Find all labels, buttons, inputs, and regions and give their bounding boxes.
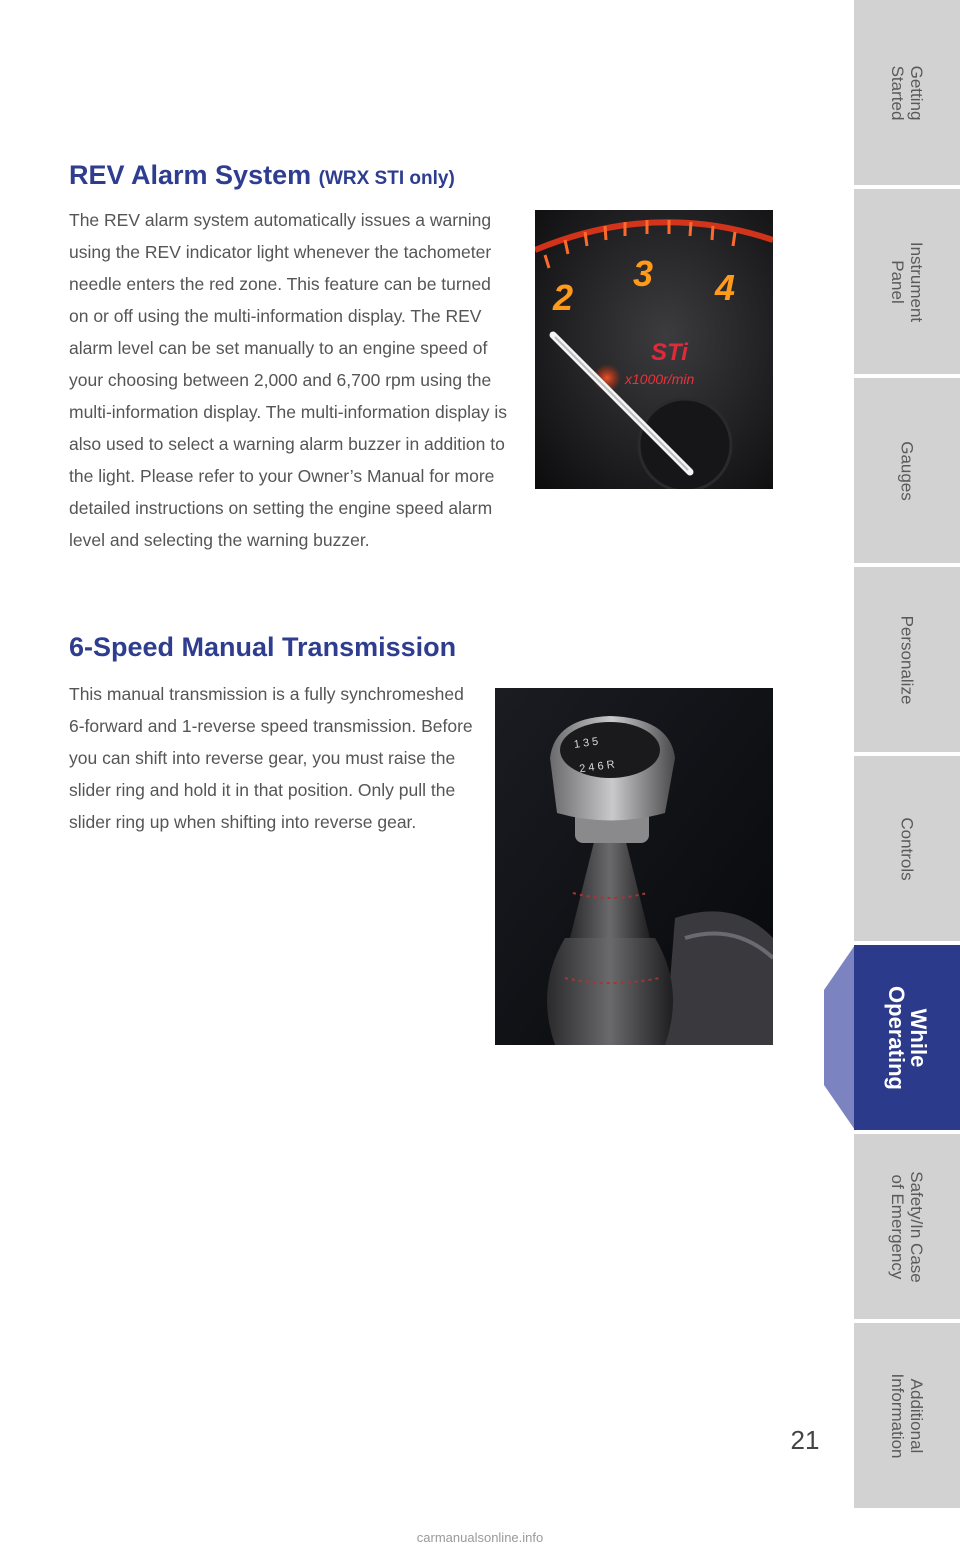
tab-label: Controls [897,816,917,881]
section-title-manual-transmission: 6-Speed Manual Transmission [69,632,457,662]
tab-label: While Operating [884,985,931,1090]
tach-digit-2: 2 [553,277,574,318]
tach-digit-3: 3 [633,253,654,294]
rev-alarm-title-suffix: (WRX STI only) [318,168,455,189]
sti-logo: STi [651,339,688,366]
knob-pattern-top: 1 3 5 [573,735,600,751]
tab-controls[interactable] [854,756,960,941]
watermark: carmanualsonline.info [416,1530,544,1545]
shift-knob-photo [495,688,773,1045]
tab-getting-started[interactable] [854,0,960,185]
page-number: 21 [790,1425,820,1455]
tab-safety-emergency[interactable] [854,1134,960,1319]
section-tabs [854,0,960,1554]
tab-label: Getting Started [888,65,926,120]
tab-additional-information[interactable] [854,1323,960,1508]
tachometer-photo [535,210,773,489]
tab-gauges[interactable] [854,378,960,563]
section-title-rev-alarm [69,160,455,191]
tab-label: Additional Information [888,1372,926,1459]
tab-personalize[interactable] [854,567,960,752]
tach-unit-label: x1000r/min [625,371,695,387]
tab-label: Personalize [897,615,917,704]
rev-alarm-body: The REV alarm system automatically issues a warning using the REV indicator light whenever the tachometer needle enters the red zone. This feature can be turned on or off using the multi-information display. The REV alarm level can be set manually to an engine speed of your choosing between 2,000 and 6,700 rpm using the multi-information display. The multi-information display is also used to select a warning alarm buzzer in addition to the light. Please refer to your Owner’s Manual for more detailed instructions on setting the engine speed alarm level and selecting the warning buzzer. [69,210,507,550]
tab-instrument-panel[interactable] [854,189,960,374]
tab-label: Gauges [897,440,917,501]
tab-label: Safety/In Case of Emergency [888,1170,926,1283]
tab-while-operating[interactable] [854,945,960,1130]
tach-digit-4: 4 [715,267,736,308]
rev-alarm-title: REV Alarm System [69,160,312,190]
active-tab-pointer [824,945,855,1130]
knob-pattern-bottom: 2 4 6 R [578,758,616,776]
manual-transmission-body: This manual transmission is a fully synchromeshed 6-forward and 1-reverse speed transmission. Before you can shift into reverse gear, you must raise the slider ring and hold it in that position. Only pull the slider ring up when shifting into reverse gear. [69,684,473,832]
tab-label: Instrument Panel [888,241,926,322]
